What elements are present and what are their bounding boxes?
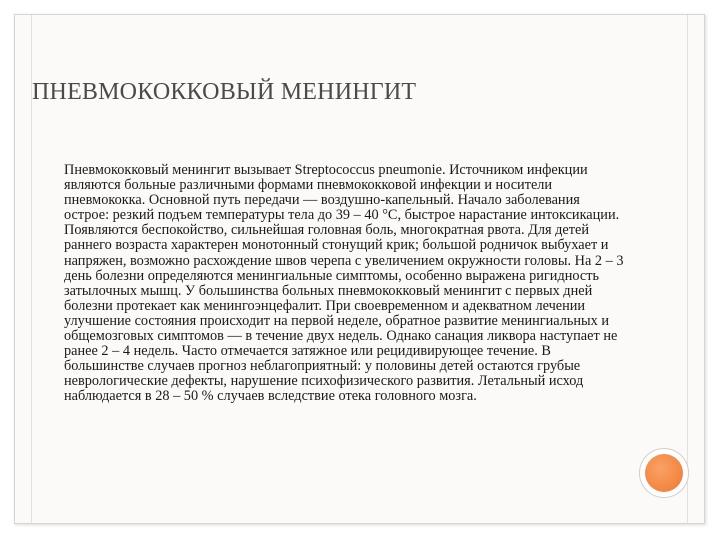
body-line: большинстве случаев прогноз неблагоприятный: у половины детей остаются грубые — [64, 358, 581, 375]
body-line: Появляются беспокойство, сильнейшая головная боль, многократная рвота. Для детей — [64, 222, 589, 239]
body-line: улучшение состояния происходит на первой неделе, обратное развитие менингиальных и — [64, 312, 610, 329]
body-line: общемозговых симптомов — в течение двух недель. Однако санация ликвора наступает не — [64, 328, 618, 345]
body-line: острое: резкий подъем температуры тела до 39 – 40 °С, быстрое нарастание интоксикации. — [64, 207, 620, 224]
slide-title: ПНЕВМОКОККОВЫЙ МЕНИНГИТ — [32, 79, 417, 105]
body-line: болезни протекает как менингоэнцефалит. При своевременном и адекватном лечении — [64, 297, 586, 314]
body-line: раннего возраста характерен монотонный стонущий крик; большой родничок выбухает и — [64, 237, 609, 254]
body-line: неврологические дефекты, нарушение психофизического развития. Летальный исход — [64, 373, 584, 390]
body-line: ранее 2 – 4 недель. Часто отмечается затяжное или рецидивирующее течение. В — [64, 343, 551, 360]
body-line: являются больные различными формами пневмококковой инфекции и носители — [64, 177, 553, 194]
orange-circle-icon — [639, 448, 689, 498]
body-line: день болезни определяются менингиальные симптомы, особенно выражена ригидность — [64, 267, 599, 284]
body-line: затылочных мышц. У большинства больных пневмококковый менингит с первых дней — [64, 282, 593, 299]
orange-circle-fill — [645, 454, 683, 492]
body-line: пневмококка. Основной путь передачи — воздушно-капельный. Начало заболевания — [64, 192, 580, 209]
body-line: напряжен, возможно расхождение швов черепа с увеличением окружности головы. На 2 – 3 — [64, 252, 624, 269]
slide-body-text — [64, 163, 691, 405]
body-line: наблюдается в 28 – 50 % случаев вследствие отека головного мозга. — [64, 388, 477, 405]
body-line: Пневмококковый менингит вызывает Streptococcus pneumonie. Источником инфекции — [64, 162, 588, 178]
